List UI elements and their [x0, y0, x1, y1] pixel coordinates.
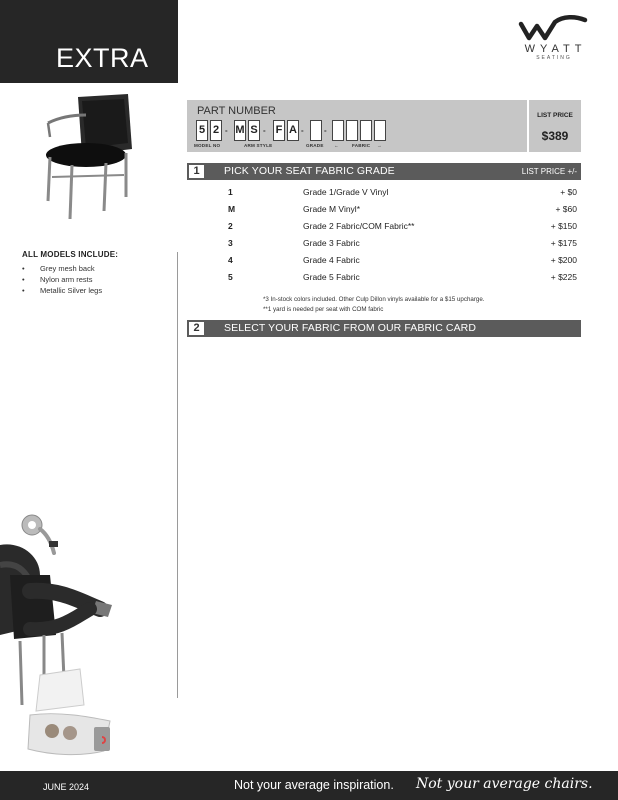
page-title: EXTRA: [56, 43, 149, 73]
section-1-header: [187, 163, 581, 180]
section-2-header: [187, 320, 581, 337]
part-cell-grade-2[interactable]: A: [287, 120, 299, 141]
grade-row[interactable]: [187, 238, 581, 255]
grade-row[interactable]: [187, 221, 581, 238]
include-item: • Metallic Silver legs: [22, 285, 172, 296]
person-seated-photo: [0, 505, 130, 770]
caption-fabric-arrow-left: ←: [334, 143, 339, 148]
includes-heading: ALL MODELS INCLUDE:: [22, 250, 119, 259]
section-1-title: PICK YOUR SEAT FABRIC GRADE: [224, 165, 395, 177]
grade-name: Grade 1/Grade V Vinyl: [303, 187, 389, 197]
grade-row[interactable]: [187, 272, 581, 289]
section-2-title: SELECT YOUR FABRIC FROM OUR FABRIC CARD: [224, 322, 477, 334]
grade-price: + $150: [550, 221, 577, 231]
part-cell-arm-1[interactable]: M: [234, 120, 246, 141]
section-2-number: 2: [189, 322, 204, 335]
grade-row[interactable]: [187, 187, 581, 204]
include-item: • Grey mesh back: [22, 263, 172, 274]
logo-mark-icon: [513, 14, 593, 42]
grade-code: 3: [228, 238, 233, 248]
caption-arm-style: ARM STYLE: [244, 143, 273, 148]
dash-separator: -: [324, 126, 327, 135]
part-cell-fabric-1[interactable]: [332, 120, 344, 141]
footer-tagline: Not your average inspiration.: [234, 778, 394, 792]
grade-price: + $175: [550, 238, 577, 248]
grade-code: 5: [228, 272, 233, 282]
grade-name: Grade 2 Fabric/COM Fabric**: [303, 221, 415, 231]
wyatt-logo: [498, 14, 608, 76]
models-include-list: [22, 250, 172, 296]
dash-separator: -: [263, 126, 266, 135]
part-cell-fabric-3[interactable]: [360, 120, 372, 141]
footer-tagline-script: Not your average chairs.: [416, 776, 593, 792]
grade-code: 2: [228, 221, 233, 231]
caption-fabric: FABRIC: [352, 143, 371, 148]
list-price-panel: [529, 100, 581, 152]
grade-code: M: [228, 204, 236, 214]
part-cell-grade-1[interactable]: F: [273, 120, 285, 141]
grade-code: 1: [228, 187, 233, 197]
grade-price: + $60: [555, 204, 577, 214]
logo-brand: WYATT: [524, 43, 587, 55]
grade-price: + $0: [560, 187, 577, 197]
caption-model-no: MODEL NO: [194, 143, 221, 148]
section-1-number: 1: [189, 165, 204, 178]
grade-name: Grade 5 Fabric: [303, 272, 360, 282]
footer-date: JUNE 2024: [43, 782, 90, 792]
part-cell-fabric-2[interactable]: [346, 120, 358, 141]
logo-subtitle: SEATING: [536, 55, 572, 61]
grade-row[interactable]: [187, 204, 581, 221]
grade-name: Grade 3 Fabric: [303, 238, 360, 248]
title-block: [0, 0, 178, 83]
part-cell-fabric-4[interactable]: [374, 120, 386, 141]
section-1-price-label: LIST PRICE +/-: [521, 167, 577, 176]
footnote-com: **1 yard is needed per seat with COM fabric: [263, 306, 384, 313]
caption-fabric-arrow-right: →: [377, 143, 382, 148]
grade-code: 4: [228, 255, 233, 265]
grade-price: + $225: [550, 272, 577, 282]
grade-name: Grade 4 Fabric: [303, 255, 360, 265]
part-cell-model-1[interactable]: 5: [196, 120, 208, 141]
grade-name: Grade M Vinyl*: [303, 204, 361, 214]
caption-grade: GRADE: [306, 143, 324, 148]
grade-price: + $200: [550, 255, 577, 265]
part-number-title: PART NUMBER: [197, 105, 276, 117]
chair-product-image: [42, 93, 134, 223]
list-price-value: $389: [541, 129, 569, 143]
part-cell-grade-3[interactable]: [310, 120, 322, 141]
grade-row[interactable]: [187, 255, 581, 272]
part-cell-model-2[interactable]: 2: [210, 120, 222, 141]
divider-line: [177, 252, 178, 698]
include-item: • Nylon arm rests: [22, 274, 172, 285]
dash-separator: -: [225, 126, 228, 135]
part-cell-arm-2[interactable]: S: [248, 120, 260, 141]
footnote-vinyl: *3 In-stock colors included. Other Culp Dillon vinyls available for a $15 upcharge.: [263, 296, 485, 303]
footer-bar: [0, 771, 618, 800]
dash-separator: -: [301, 126, 304, 135]
list-price-label: LIST PRICE: [537, 112, 573, 119]
